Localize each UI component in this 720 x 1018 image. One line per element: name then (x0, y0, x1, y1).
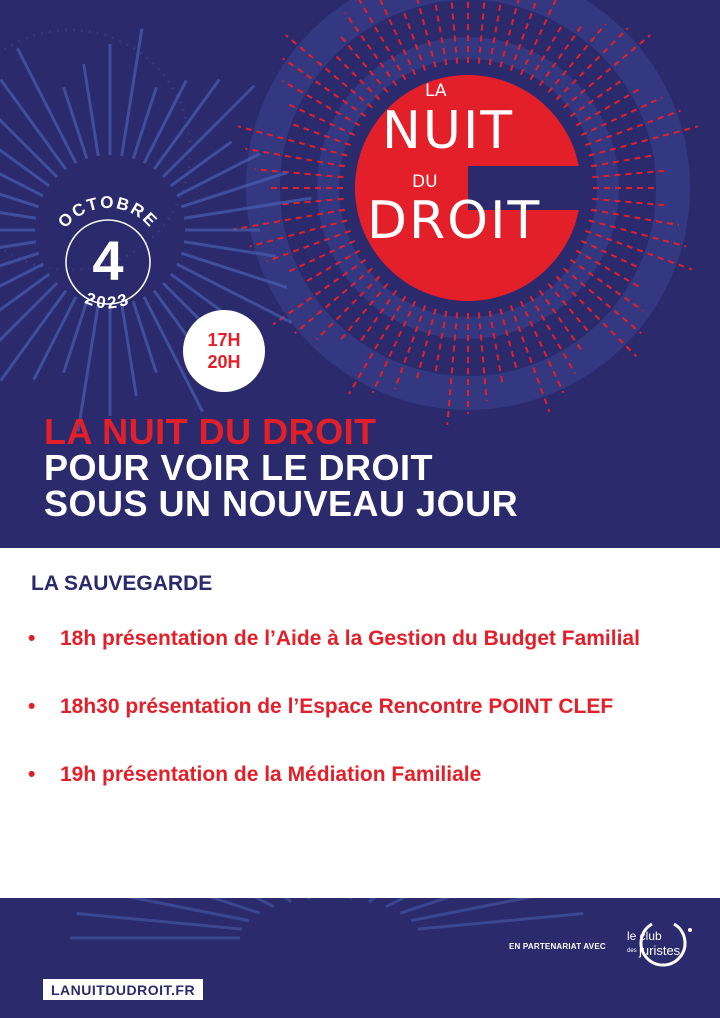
club-des-juristes-logo-icon (626, 918, 696, 968)
event-text: 18h présentation de l’Aide à la Gestion du Budget Familial (60, 627, 640, 650)
date-month: OCTOBRE (54, 194, 162, 232)
headline-line-3: SOUS UN NOUVEAU JOUR (44, 483, 519, 524)
nuit-du-droit-logo-icon (355, 75, 588, 301)
event-list (28, 623, 688, 827)
list-item (28, 759, 688, 790)
date-badge (40, 194, 176, 330)
headline-event-name: LA NUIT DU DROIT (44, 411, 377, 452)
organizer-name: LA SAUVEGARDE (31, 572, 213, 595)
logo-du: DU (412, 172, 438, 192)
date-year: 2023 (82, 288, 134, 313)
date-day: 4 (92, 229, 124, 292)
time-start: 17H (207, 330, 241, 350)
club-logo-le-club: le club (627, 929, 662, 943)
club-logo-juristes: juristes (639, 943, 681, 958)
club-logo-des: des (627, 948, 637, 954)
bullet-icon: • (28, 627, 36, 650)
svg-text:2023 (82, 289, 133, 313)
svg-text:OCTOBRE (54, 194, 161, 232)
website-link[interactable]: LANUITDUDROIT.FR (43, 979, 203, 1000)
poster-footer (0, 898, 720, 1018)
event-text: 19h présentation de la Médiation Familiale (60, 763, 482, 786)
time-badge (183, 310, 265, 392)
footer-rays (0, 898, 720, 1018)
headline-line-2: POUR VOIR LE DROIT (44, 447, 434, 488)
list-item (28, 623, 688, 654)
logo-la: LA (425, 81, 447, 101)
event-text: 18h30 présentation de l’Espace Rencontre POINT CLEF (60, 695, 614, 718)
logo-nuit: NUIT (382, 101, 515, 161)
bullet-icon: • (28, 763, 36, 786)
time-end: 20H (207, 352, 241, 372)
list-item (28, 691, 688, 722)
bullet-icon: • (28, 695, 36, 718)
logo-droit: DROIT (367, 191, 542, 251)
headline (44, 411, 519, 524)
partner-text: EN PARTENARIAT AVEC (509, 942, 606, 951)
